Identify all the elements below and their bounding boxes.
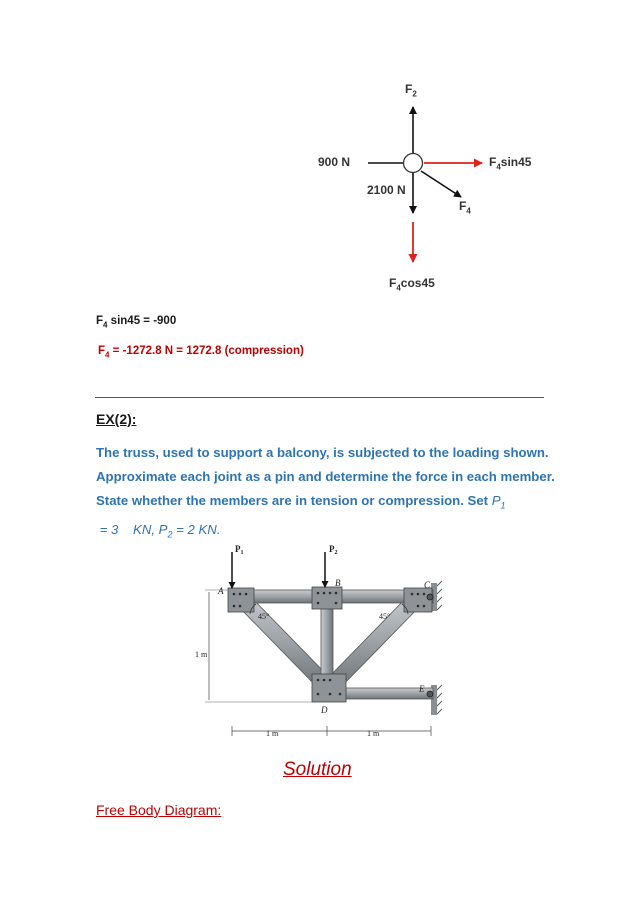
equation-f4-result: $F_4 = -1272.8$ N = 1272.8 (compression) [98, 345, 304, 360]
angle-label-right: 45° [379, 612, 391, 621]
balcony-truss-figure [190, 540, 450, 745]
section-divider [95, 397, 544, 398]
problem-statement: The truss, used to support a balcony, is subjected to the loading shown. Approximate each joint as a pin and determine the force in each member. State whether the members are in tension or compression. Set $P_1 = 3$ KN, $P_2 = 2$ KN. [96, 445, 555, 540]
gusset-a [228, 588, 254, 612]
pin-c [427, 594, 433, 600]
gusset-d [312, 674, 346, 702]
force-900n-label: 900 N [318, 155, 351, 169]
joint-label-e: E [419, 684, 425, 694]
f4cos45-label: $F_4\cos 45$ [389, 276, 435, 293]
truss-p2-label: $P_2$ [329, 544, 338, 556]
joint-circle [404, 154, 423, 173]
joint-label-c: C [424, 580, 431, 590]
truss-p1-label: $P_1$ [235, 544, 244, 556]
f4-diagonal-arrow [421, 171, 461, 197]
f4-label: $F_4$ [459, 199, 471, 216]
f2-label: $F_2$ [405, 82, 417, 99]
solution-title: Solution [283, 759, 352, 780]
joint-label-d: D [321, 705, 328, 715]
free-body-diagram-heading: Free Body Diagram: [96, 802, 222, 818]
pin-e [427, 691, 433, 697]
gusset-c [404, 588, 432, 612]
dim-height-label: 1 m [195, 650, 208, 659]
example-heading: EX(2): [96, 411, 137, 427]
joint-free-body-diagram [300, 80, 560, 295]
joint-label-a: A [218, 586, 224, 596]
f4sin45-label: $F_4\sin 45$ [489, 155, 532, 172]
angle-label-left: 45° [258, 612, 270, 621]
joint-label-b: B [335, 578, 341, 588]
dim-left-label: 1 m [266, 729, 279, 738]
gusset-b [312, 587, 342, 609]
dim-right-label: 1 m [367, 729, 380, 738]
equation-f4sin45: $F_4$ sin45 = -900 [96, 315, 177, 330]
force-2100n-label: 2100 N [367, 183, 406, 197]
